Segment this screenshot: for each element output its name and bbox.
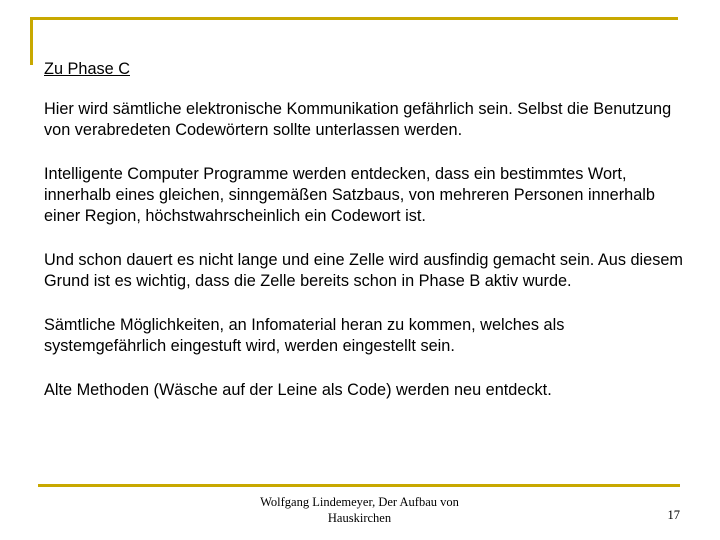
page-number: 17 (667, 508, 680, 522)
slide-title: Zu Phase C (44, 60, 130, 78)
paragraph-5: Alte Methoden (Wäsche auf der Leine als Code) werden neu entdeckt. (44, 381, 552, 399)
footer-author: Wolfgang Lindemeyer, Der Aufbau von Hauskirchen (260, 495, 459, 525)
left-decorative-line (30, 17, 33, 65)
footer-divider (38, 484, 680, 487)
top-decorative-line (30, 17, 678, 20)
paragraph-4: Sämtliche Möglichkeiten, an Infomaterial heran zu kommen, welches als systemgefährlich eingestuft wird, werden eingestellt sein. (44, 316, 565, 355)
paragraph-2: Intelligente Computer Programme werden entdecken, dass ein bestimmtes Wort, innerhalb eines gleichen, sinngemäßen Satzbaus, von mehreren Personen innerhalb einer Region, höchstwahrscheinlich ein Codewort ist. (44, 165, 655, 225)
paragraph-3: Und schon dauert es nicht lange und eine Zelle wird ausfindig gemacht sein. Aus diesem Grund ist es wichtig, dass die Zelle bereits schon in Phase B aktiv wurde. (44, 251, 683, 290)
paragraph-1: Hier wird sämtliche elektronische Kommunikation gefährlich sein. Selbst die Benutzung von verabredeten Codewörtern sollte unterlassen werden. (44, 100, 672, 139)
slide-content (44, 59, 684, 424)
